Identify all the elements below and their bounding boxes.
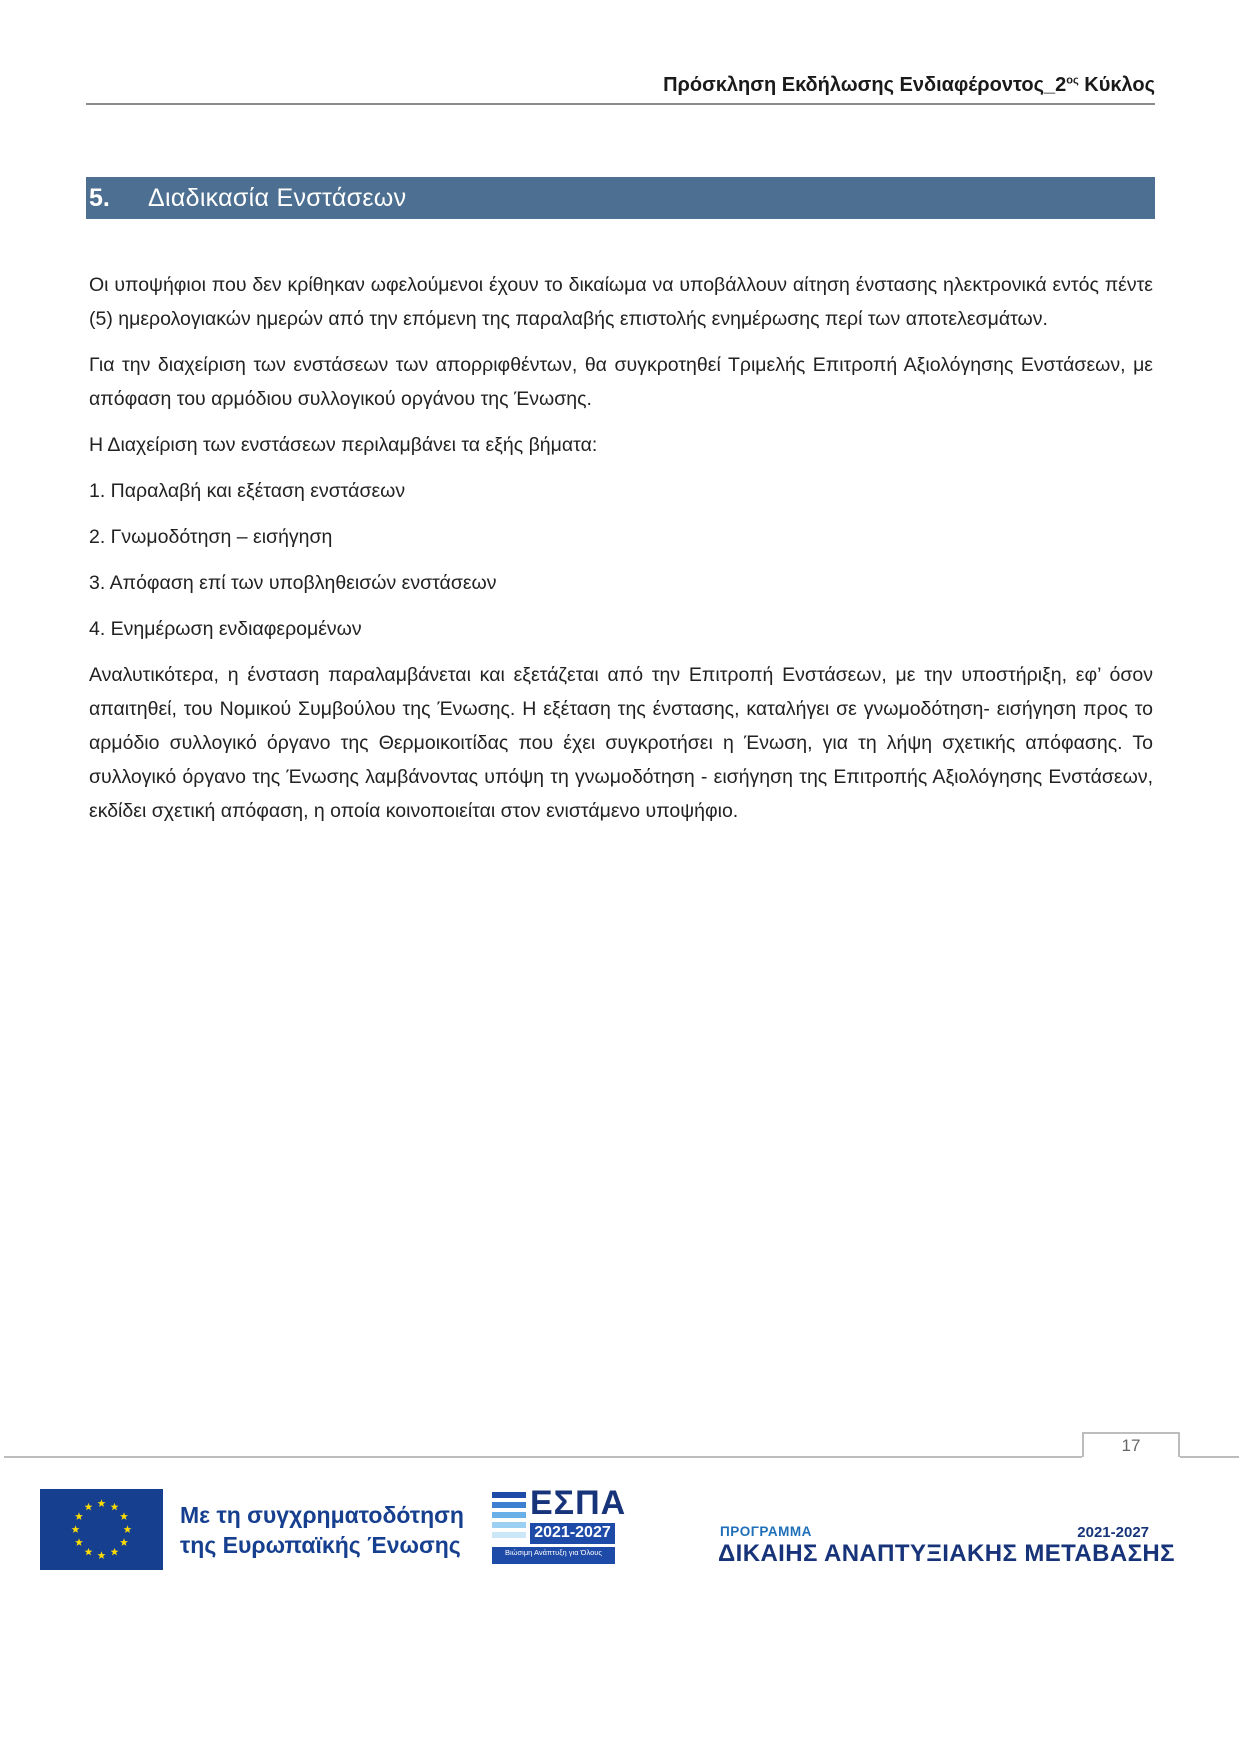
eu-cofunding-line-2: της Ευρωπαϊκής Ένωσης — [180, 1532, 461, 1558]
eu-flag-icon — [40, 1489, 163, 1570]
header-divider — [86, 103, 1155, 105]
section-heading-bar — [86, 177, 1155, 219]
document-body — [89, 268, 1153, 840]
page-number: 17 — [1121, 1436, 1141, 1455]
list-item-step-4: 4. Ενημέρωση ενδιαφερομένων — [89, 618, 362, 640]
header-title-superscript: ος — [1066, 74, 1079, 87]
section-number: 5. — [89, 183, 110, 212]
espa-years: 2021-2027 — [534, 1524, 611, 1541]
paragraph-objection-right: Οι υποψήφιοι που δεν κρίθηκαν ωφελούμενοι έχουν το δικαίωμα να υποβάλλουν αίτηση ένστασης ηλεκτρονικά εντός πέντε (5) ημερολογιακών ημερών από την επόμενη της παραλαβής επιστολής ενημέρωσης περί των αποτελεσμάτων. — [89, 274, 1153, 330]
section-title: Διαδικασία Ενστάσεων — [148, 183, 407, 212]
espa-slogan: Βιώσιμη Ανάπτυξη για Όλους — [505, 1548, 602, 1557]
footer-divider-left — [4, 1456, 1082, 1458]
eu-cofunding-line-1: Με τη συγχρηματοδότηση — [180, 1502, 464, 1528]
list-item-step-3: 3. Απόφαση επί των υποβληθεισών ενστάσεων — [89, 572, 497, 594]
paragraph-steps-intro: Η Διαχείριση των ενστάσεων περιλαμβάνει τα εξής βήματα: — [89, 434, 598, 456]
program-years: 2021-2027 — [1077, 1524, 1149, 1541]
document-header-title — [663, 74, 1155, 97]
paragraph-committee: Για την διαχείριση των ενστάσεων των απορριφθέντων, θα συγκροτηθεί Τριμελής Επιτροπή Αξιολόγησης Ενστάσεων, με απόφαση του αρμόδιου συλλογικού οργάνου της Ένωσης. — [89, 354, 1153, 410]
footer-divider-right — [1180, 1456, 1239, 1458]
paragraph-details: Αναλυτικότερα, η ένσταση παραλαμβάνεται και εξετάζεται από την Επιτροπή Ενστάσεων, με την υποστήριξη, εφ’ όσον απαιτηθεί, του Νομικού Συμβούλου της Ένωσης. Η εξέταση της ένστασης, καταλήγει σε γνωμοδότηση- εισήγηση προς το αρμόδιο συλλογικό όργανο της Θερμοικοιτίδας που έχει συγκροτήσει η Ένωση, για τη λήψη σχετικής απόφασης. Το συλλογικό όργανο της Ένωσης λαμβάνοντας υπόψη τη γνωμοδότηση - εισήγηση της Επιτροπής Αξιολόγησης Ενστάσεων, εκδίδει σχετική απόφαση, η οποία κοινοποιείται στον ενιστάμενο υποψήφιο. — [89, 664, 1153, 822]
header-title-tail: Κύκλος — [1078, 74, 1155, 96]
header-title-main: Πρόσκληση Εκδήλωσης Ενδιαφέροντος_2 — [663, 74, 1067, 96]
list-item-step-1: 1. Παραλαβή και εξέταση ενστάσεων — [89, 480, 406, 502]
list-item-step-2: 2. Γνωμοδότηση – εισήγηση — [89, 526, 333, 548]
espa-title: ΕΣΠΑ — [530, 1484, 627, 1522]
eu-cofunding-text — [180, 1500, 464, 1560]
program-name: ΔΙΚΑΙΗΣ ΑΝΑΠΤΥΞΙΑΚΗΣ ΜΕΤΑΒΑΣΗΣ — [718, 1540, 1175, 1567]
program-label: ΠΡΟΓΡΑΜΜΑ — [720, 1524, 812, 1539]
